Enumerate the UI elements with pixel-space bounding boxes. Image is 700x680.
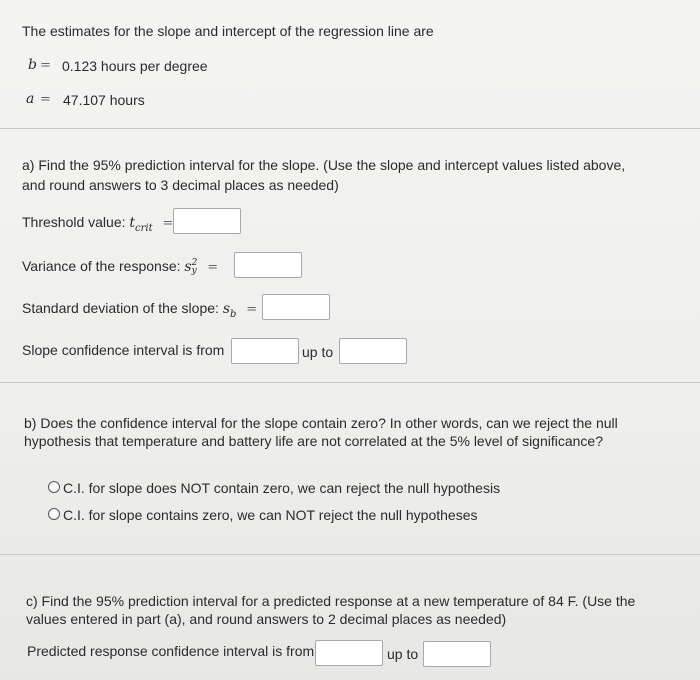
intro-text: The estimates for the slope and intercept of the regression line are: [22, 23, 434, 39]
part-c-question-line-2: values entered in part (a), and round answers to 2 decimal places as needed): [26, 611, 507, 627]
response-ci-from-input[interactable]: [315, 640, 383, 666]
divider: [0, 554, 700, 555]
slope-symbol: b: [28, 57, 37, 73]
option-reject-label[interactable]: C.I. for slope does NOT contain zero, we can reject the null hypothesis: [63, 480, 501, 496]
variance-label: Variance of the response: s 2 y =: [22, 258, 219, 277]
divider: [0, 128, 700, 129]
intercept-value: 47.107 hours: [63, 92, 145, 108]
part-a-question-line-2: and round answers to 3 decimal places as needed): [22, 177, 339, 193]
sd-slope-label: Standard deviation of the slope: $s_b$ =: [22, 300, 258, 320]
slope-ci-up-to-label: up to: [302, 344, 334, 360]
part-c-question-line-1: c) Find the 95% prediction interval for a predicted response at a new temperature of 84 F. (Use the: [26, 593, 636, 609]
slope-ci-from-input[interactable]: [231, 338, 299, 364]
radio-option-not-reject[interactable]: [48, 508, 60, 520]
part-b-question-line-1: b) Does the confidence interval for the slope contain zero? In other words, can we reject the null: [24, 415, 618, 431]
option-not-reject-label[interactable]: C.I. for slope contains zero, we can NOT reject the null hypotheses: [63, 507, 478, 523]
radio-option-reject[interactable]: [48, 481, 60, 493]
slope-value: 0.123 hours per degree: [62, 58, 208, 74]
divider: [0, 382, 700, 383]
sd-slope-input[interactable]: [262, 294, 330, 320]
part-a-question-line-1: a) Find the 95% prediction interval for the slope. (Use the slope and intercept values listed above,: [22, 157, 626, 173]
threshold-value-input[interactable]: [173, 208, 241, 234]
slope-ci-label: Slope confidence interval is from: [22, 342, 225, 358]
intercept-symbol: a: [26, 91, 35, 107]
intercept-equals: =: [40, 92, 51, 107]
slope-ci-to-input[interactable]: [339, 338, 407, 364]
slope-equals: =: [40, 58, 51, 73]
response-ci-up-to-label: up to: [387, 646, 419, 662]
threshold-label: Threshold value: $t_{crit}$ =: [22, 214, 174, 234]
variance-input[interactable]: [234, 252, 302, 278]
response-ci-to-input[interactable]: [423, 641, 491, 667]
response-ci-label: Predicted response confidence interval is from: [27, 643, 315, 659]
part-b-question-line-2: hypothesis that temperature and battery life are not correlated at the 5% level of significance?: [24, 433, 604, 449]
